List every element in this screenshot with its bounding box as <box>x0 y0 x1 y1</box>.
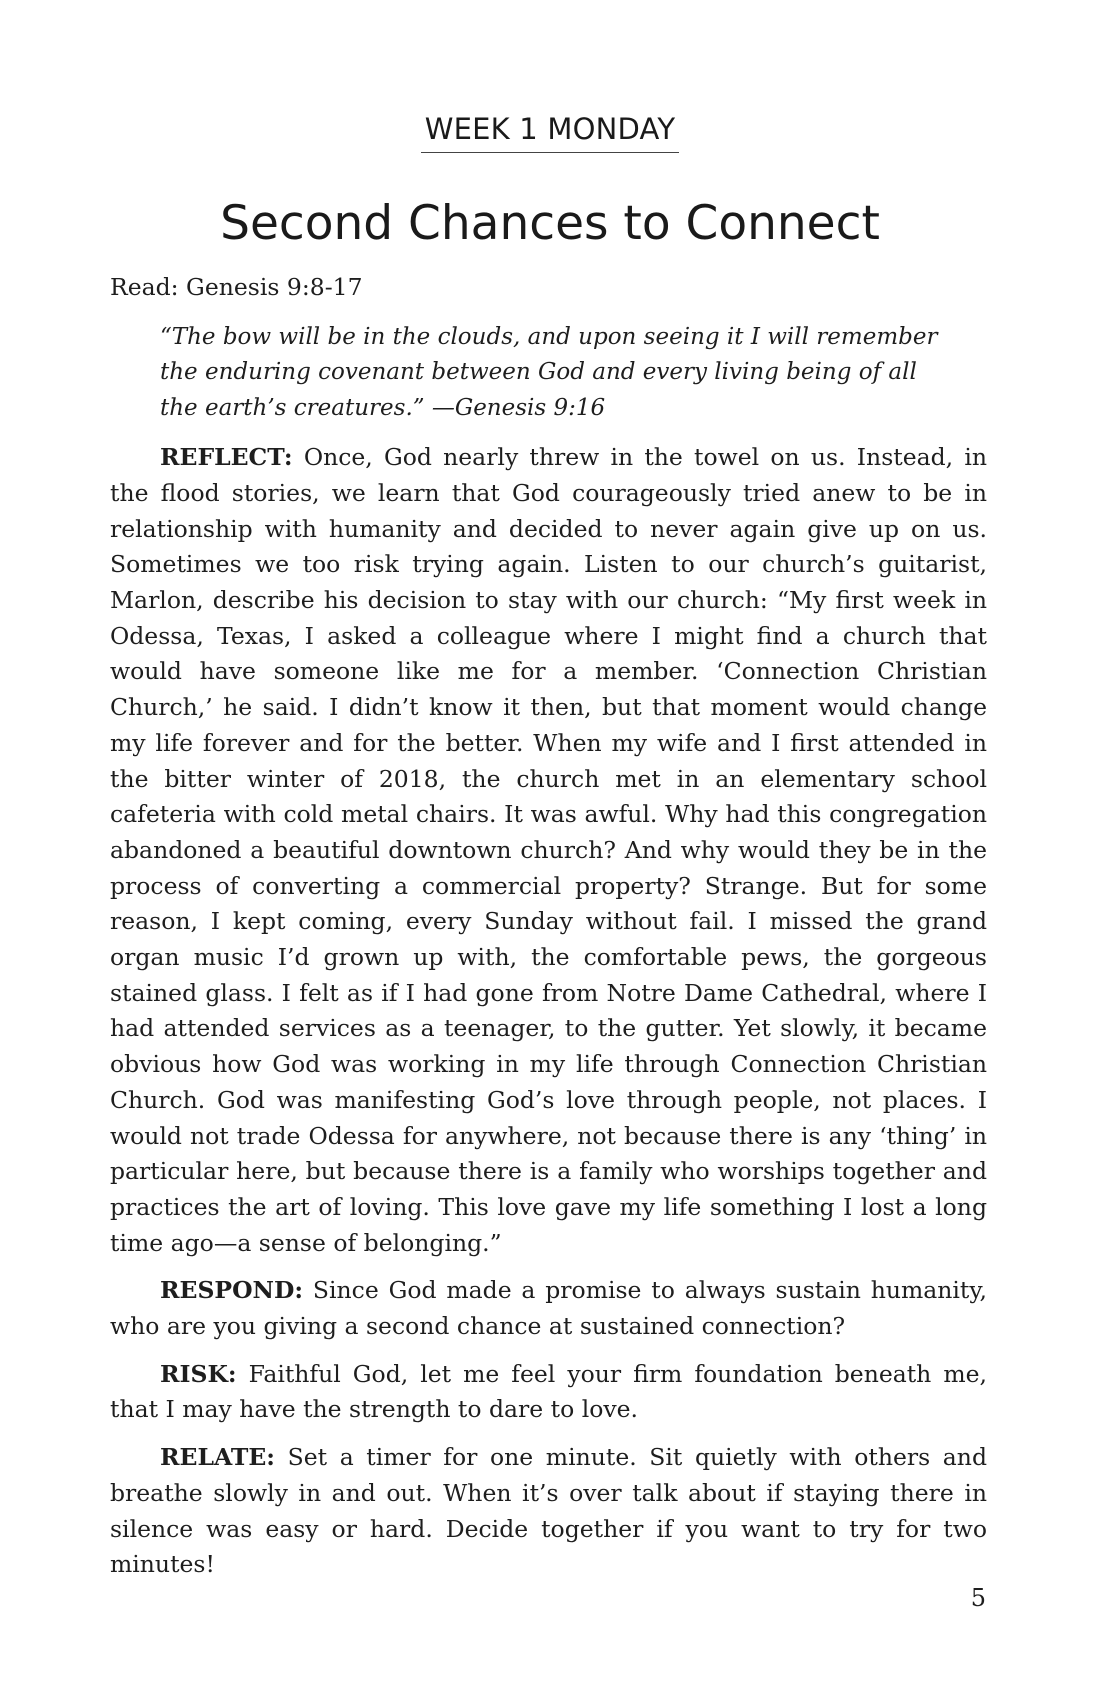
reflect-label: REFLECT: <box>160 443 293 472</box>
risk-paragraph <box>110 1357 987 1428</box>
week-label <box>0 112 1100 153</box>
relate-text: Set a timer for one minute. Sit quietly with others and breathe slowly in and out. When it’s over talk about if staying there in silence was easy or hard. Decide together if you want to try for two minutes! <box>110 1443 987 1579</box>
devotional-body <box>110 270 987 1595</box>
week-label-text: WEEK 1 MONDAY <box>421 112 680 153</box>
respond-text: Since God made a promise to always sustain humanity, who are you giving a second chance at sustained connection? <box>110 1276 987 1341</box>
page-number: 5 <box>970 1584 986 1612</box>
scripture-quote: “The bow will be in the clouds, and upon seeing it I will remember the enduring covenant between God and every living being of all the earth’s creatures.” —Genesis 9:16 <box>160 323 938 421</box>
risk-text: Faithful God, let me feel your firm foundation beneath me, that I may have the strength to dare to love. <box>110 1359 987 1424</box>
page-title: Second Chances to Connect <box>220 196 880 251</box>
relate-label: RELATE: <box>160 1443 275 1472</box>
relate-paragraph <box>110 1440 987 1583</box>
reflect-text: Once, God nearly threw in the towel on us. Instead, in the flood stories, we learn that God courageously tried anew to be in relationship with humanity and decided to never again give up on us. Sometimes we too risk trying again. Listen to our church’s guitarist, Marlon, describe his decision to stay with our church: “My first week in Odessa, Texas, I asked a colleague where I might find a church that would have someone like me for a member. ‘Connection Christian Church,’ he said. I didn’t know it then, but that moment would change my life forever and for the better. When my wife and I first attended in the bitter winter of 2018, the church met in an elementary school cafeteria with cold metal chairs. It was awful. Why had this congregation abandoned a beautiful downtown church? And why would they be in the process of converting a commercial property? Strange. But for some reason, I kept coming, every Sunday without fail. I missed the grand organ music I’d grown up with, the comfortable pews, the gorgeous stained glass. I felt as if I had gone from Notre Dame Cathedral, where I had attended services as a teenager, to the gutter. Yet slowly, it became obvious how God was working in my life through Connection Christian Church. God was manifesting God’s love through people, not places. I would not trade Odessa for anywhere, not because there is any ‘thing’ in particular here, but because there is a family who worships together and practices the art of loving. This love gave my life something I lost a long time ago—a sense of belonging.” <box>110 443 987 1257</box>
read-reference: Read: Genesis 9:8-17 <box>110 273 363 301</box>
risk-label: RISK: <box>160 1359 237 1388</box>
respond-paragraph <box>110 1273 987 1344</box>
respond-label: RESPOND: <box>160 1276 304 1305</box>
reflect-paragraph <box>110 440 987 1261</box>
